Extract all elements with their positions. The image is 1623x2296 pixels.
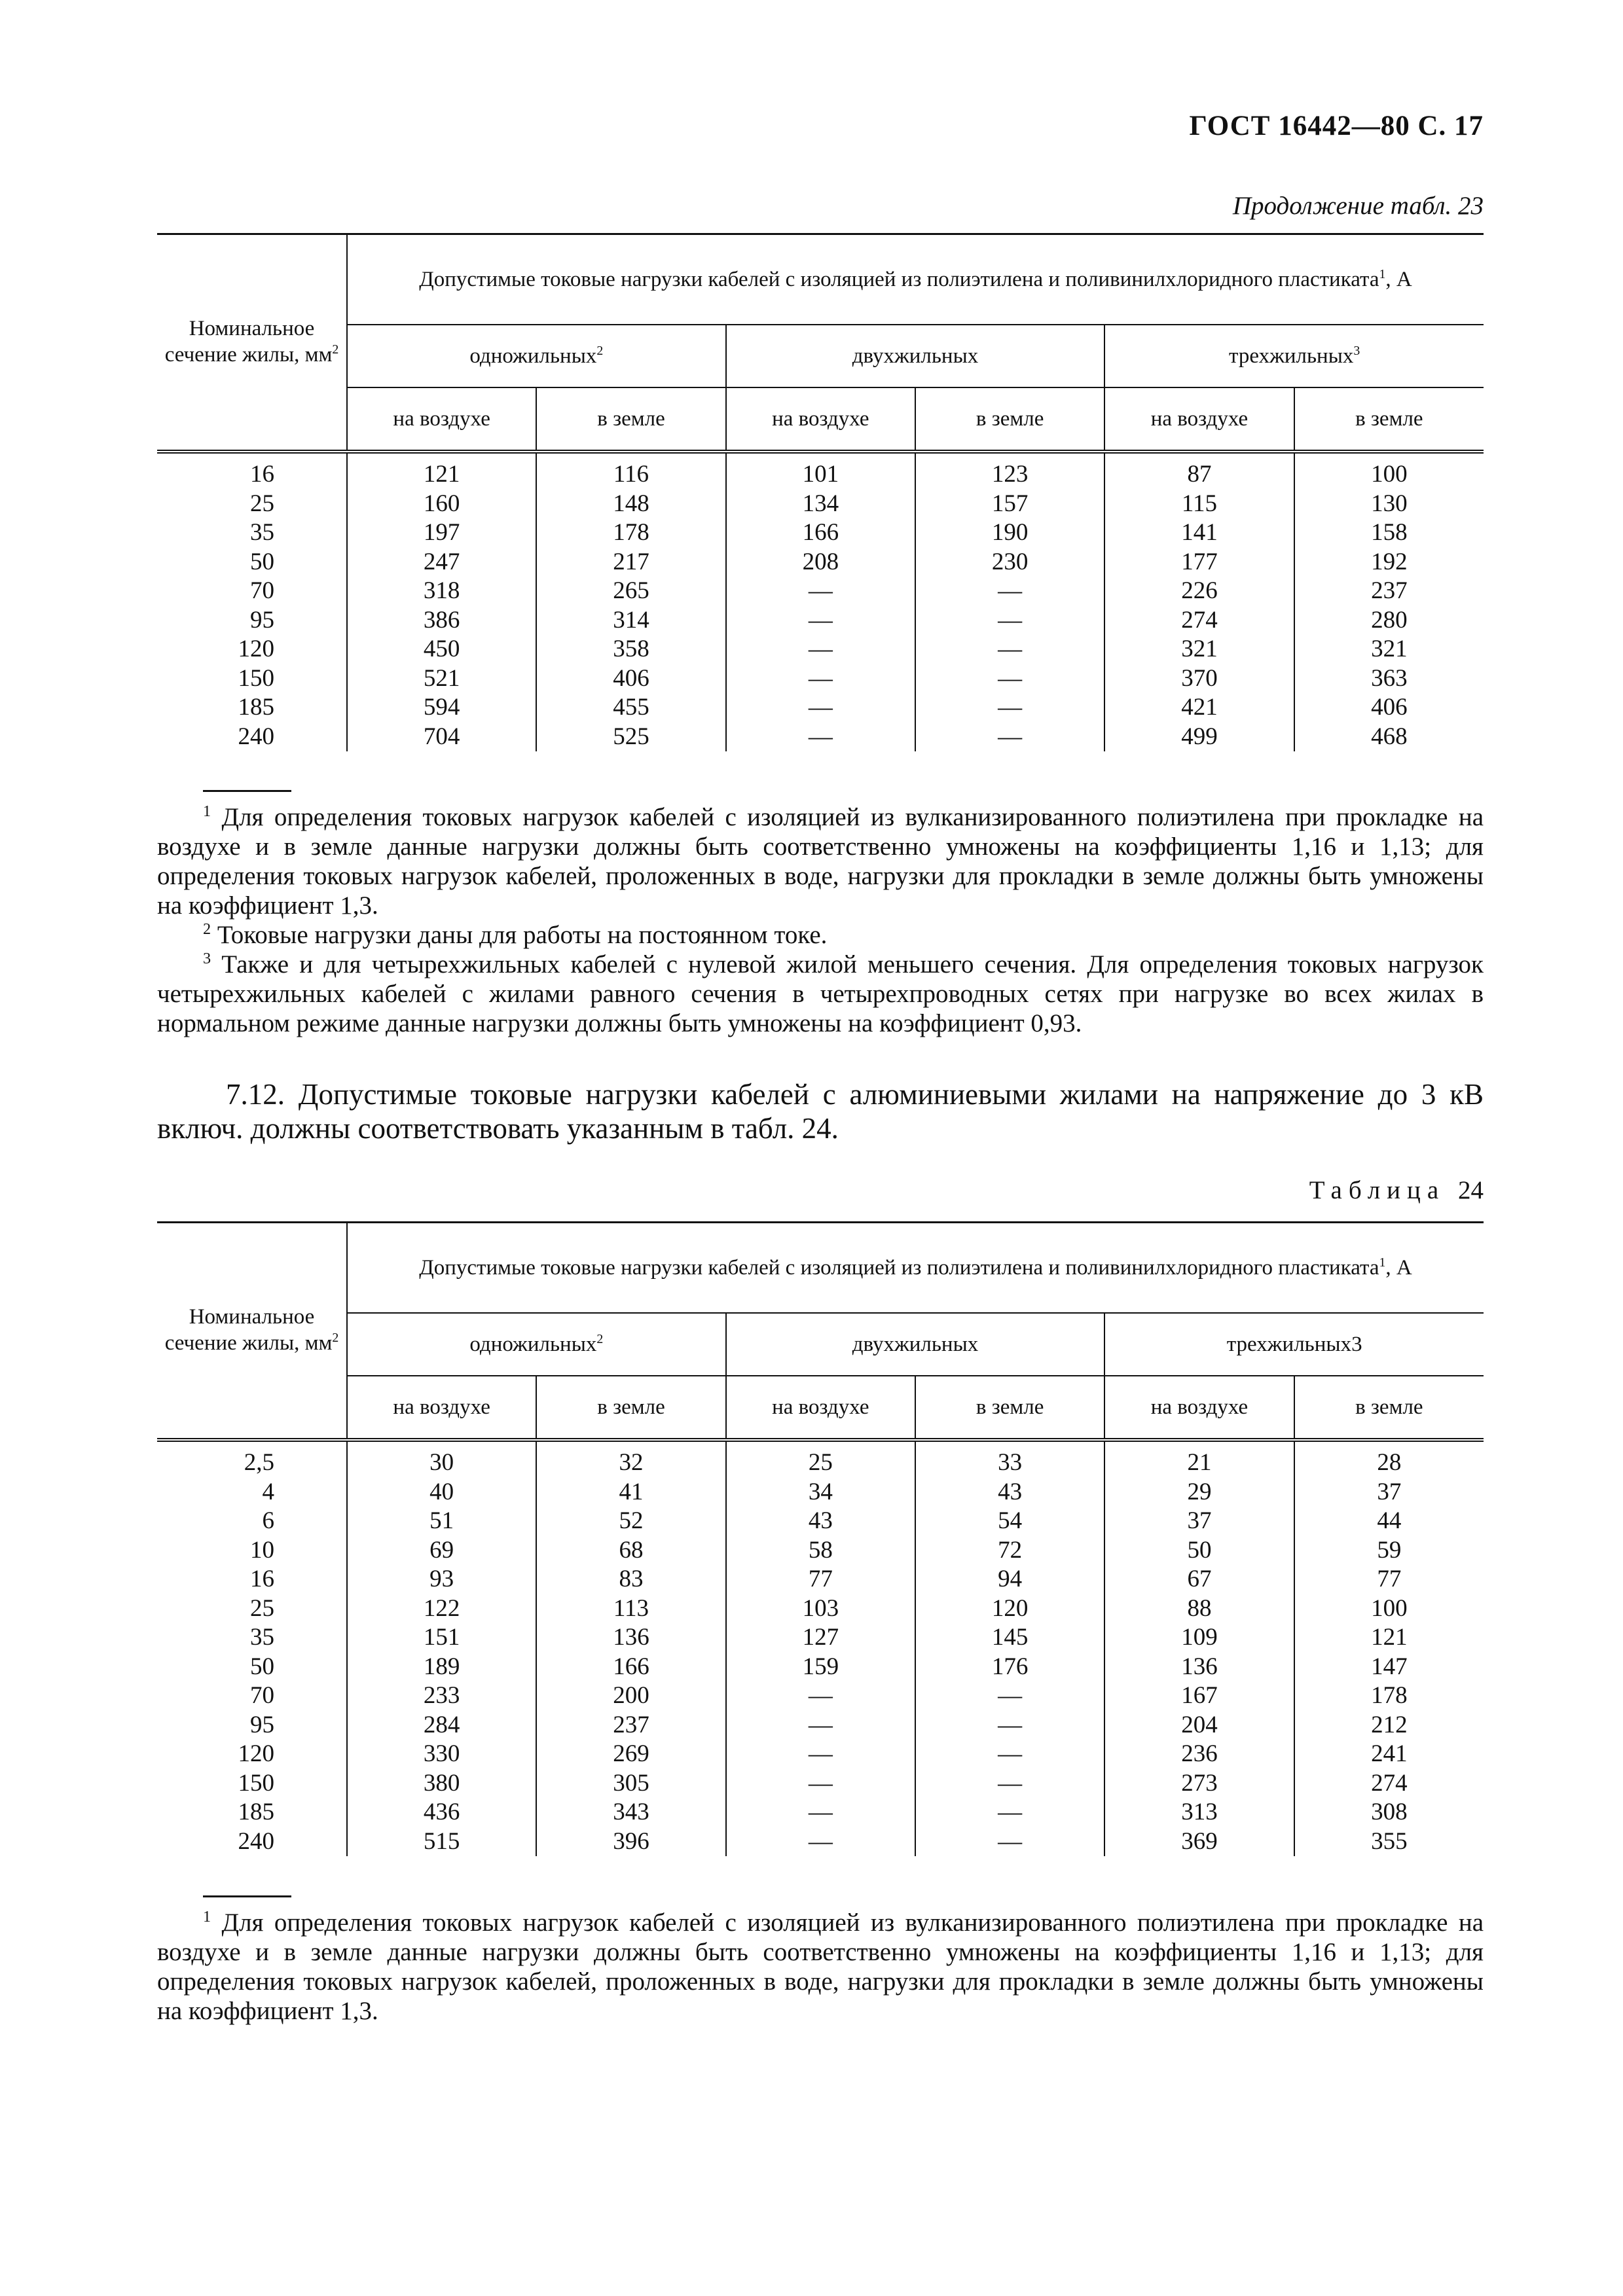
load-cell: 237: [1294, 577, 1484, 606]
load-cell: 148: [536, 490, 725, 519]
section-cell: 120: [238, 636, 274, 662]
load-cell: 280: [1294, 606, 1484, 636]
table-row: [157, 1623, 1484, 1653]
load-cell: 94: [915, 1565, 1104, 1594]
load-cell: 200: [536, 1681, 725, 1711]
load-cell: 58: [726, 1536, 915, 1566]
load-cell: 176: [915, 1653, 1104, 1682]
load-cell: 33: [915, 1440, 1104, 1478]
table-row: [157, 664, 1484, 694]
load-cell: 321: [1104, 635, 1294, 664]
section-cell: 2,5: [244, 1449, 274, 1476]
section-cell: 120: [238, 1740, 274, 1767]
load-cell: 113: [536, 1594, 725, 1624]
load-cell: 274: [1294, 1769, 1484, 1799]
load-cell: 455: [536, 693, 725, 723]
load-cell: —: [726, 635, 915, 664]
load-cell: 305: [536, 1769, 725, 1799]
three-core-header: трехжильных$^3$: [1104, 325, 1484, 387]
table-row: [157, 1711, 1484, 1740]
load-cell: 318: [347, 577, 536, 606]
footnote-rule: [203, 790, 291, 792]
table-row: [157, 548, 1484, 577]
load-cell: —: [915, 664, 1104, 694]
load-cell: 269: [536, 1740, 725, 1769]
section-cell: 35: [250, 1624, 274, 1651]
load-cell: 54: [915, 1507, 1104, 1536]
table-row: [157, 1798, 1484, 1827]
load-cell: —: [915, 606, 1104, 636]
load-cell: 178: [536, 518, 725, 548]
load-cell: 265: [536, 577, 725, 606]
table-row: [157, 1740, 1484, 1769]
section-cell: 70: [250, 577, 274, 604]
load-cell: 406: [536, 664, 725, 694]
load-cell: 88: [1104, 1594, 1294, 1624]
load-cell: 358: [536, 635, 725, 664]
load-cell: —: [726, 664, 915, 694]
load-cell: 100: [1294, 1594, 1484, 1624]
load-cell: 37: [1104, 1507, 1294, 1536]
single-core-header: одножильных$^2$: [347, 1313, 726, 1376]
load-cell: 115: [1104, 490, 1294, 519]
section-cell: 95: [250, 606, 274, 634]
load-cell: —: [915, 693, 1104, 723]
load-cell: —: [726, 606, 915, 636]
load-cell: 77: [726, 1565, 915, 1594]
load-cell: 177: [1104, 548, 1294, 577]
load-cell: 83: [536, 1565, 725, 1594]
load-cell: 515: [347, 1827, 536, 1857]
table-row: [157, 693, 1484, 723]
table-row: [157, 635, 1484, 664]
load-cell: 369: [1104, 1827, 1294, 1857]
section-cell: 25: [250, 1594, 274, 1622]
load-cell: 450: [347, 635, 536, 664]
load-cell: 147: [1294, 1653, 1484, 1682]
load-cell: 343: [536, 1798, 725, 1827]
load-cell: 166: [536, 1653, 725, 1682]
section-cell: 185: [238, 694, 274, 721]
load-cell: 109: [1104, 1623, 1294, 1653]
load-cell: 594: [347, 693, 536, 723]
load-cell: 204: [1104, 1711, 1294, 1740]
in-ground-header: в земле: [536, 1376, 725, 1440]
load-cell: 499: [1104, 723, 1294, 752]
section-cell: 25: [250, 490, 274, 517]
load-cell: 330: [347, 1740, 536, 1769]
load-cell: 157: [915, 490, 1104, 519]
load-cell: 120: [915, 1594, 1104, 1624]
footnote-1: $^1$ Для определения токовых нагрузок кабелей с изоляцией из вулканизированного полиэтилена при прокладке на воздухе и в земле данные нагрузки должны быть соответственно умножены на коэффициенты 1,16 и 1,13; для определения токовых нагрузок кабелей, проложенных в воде, нагрузки для прокладки в земле должны быть умножены на коэффициент 1,3.: [157, 802, 1484, 920]
load-cell: 192: [1294, 548, 1484, 577]
load-cell: 178: [1294, 1681, 1484, 1711]
section-cell: 150: [238, 1769, 274, 1797]
table-continuation-label: Продолжение табл. 23: [1232, 192, 1484, 220]
load-cell: 127: [726, 1623, 915, 1653]
in-ground-header: в земле: [915, 1376, 1104, 1440]
table-row: [157, 490, 1484, 519]
load-cell: 141: [1104, 518, 1294, 548]
load-cell: 134: [726, 490, 915, 519]
load-cell: 247: [347, 548, 536, 577]
load-cell: 308: [1294, 1798, 1484, 1827]
load-cell: 122: [347, 1594, 536, 1624]
table-row: [157, 606, 1484, 636]
in-ground-header: в земле: [536, 387, 725, 452]
in-air-header: на воздухе: [726, 1376, 915, 1440]
section-cell: 70: [250, 1682, 274, 1709]
load-cell: —: [915, 1740, 1104, 1769]
load-cell: 274: [1104, 606, 1294, 636]
load-cell: 29: [1104, 1478, 1294, 1507]
load-cell: 136: [536, 1623, 725, 1653]
current-load-table: [157, 233, 1484, 751]
load-cell: 41: [536, 1478, 725, 1507]
load-cell: 158: [1294, 518, 1484, 548]
load-cell: —: [915, 1827, 1104, 1857]
load-cell: —: [915, 1711, 1104, 1740]
load-cell: 396: [536, 1827, 725, 1857]
in-air-header: на воздухе: [726, 387, 915, 452]
table-24: [157, 1221, 1484, 1856]
section-cell: 16: [250, 1566, 274, 1592]
load-cell: —: [726, 1798, 915, 1827]
load-cell: 167: [1104, 1681, 1294, 1711]
section-cell: 185: [238, 1799, 274, 1825]
footnotes-table-24: [157, 1908, 1484, 2026]
load-cell: —: [726, 577, 915, 606]
footnote-3: $^3$ Также и для четырехжильных кабелей с нулевой жилой меньшего сечения. Для определения токовых нагрузок четырехжильных кабелей с жилами равного сечения в четырехпроводных сетях при нагрузке во всех жилах в нормальном режиме данные нагрузки должны быть умножены на коэффициент 0,93.: [157, 950, 1484, 1037]
current-load-table: [157, 1221, 1484, 1856]
load-cell: 93: [347, 1565, 536, 1594]
group-header: Допустимые токовые нагрузки кабелей с изоляцией из полиэтилена и поливинилхлоридного пластиката$^1$, А: [347, 234, 1484, 325]
load-cell: 241: [1294, 1740, 1484, 1769]
load-cell: 189: [347, 1653, 536, 1682]
load-cell: 32: [536, 1440, 725, 1478]
load-cell: —: [726, 1711, 915, 1740]
section-cell: 10: [250, 1536, 274, 1564]
load-cell: 69: [347, 1536, 536, 1566]
load-cell: 421: [1104, 693, 1294, 723]
footnotes-table-23: [157, 802, 1484, 1038]
group-header: Допустимые токовые нагрузки кабелей с изоляцией из полиэтилена и поливинилхлоридного пластиката$^1$, А: [347, 1223, 1484, 1314]
load-cell: —: [915, 1798, 1104, 1827]
load-cell: 59: [1294, 1536, 1484, 1566]
page-header: ГОСТ 16442—80 С. 17: [1189, 111, 1484, 141]
table-row: [157, 723, 1484, 752]
two-core-header: двухжильных: [726, 325, 1105, 387]
load-cell: 233: [347, 1681, 536, 1711]
load-cell: 468: [1294, 723, 1484, 752]
load-cell: 237: [536, 1711, 725, 1740]
section-cell: 50: [250, 548, 274, 575]
load-cell: 37: [1294, 1478, 1484, 1507]
load-cell: —: [915, 723, 1104, 752]
table-row: [157, 1565, 1484, 1594]
section-cell: 95: [250, 1711, 274, 1738]
table-row: [157, 1507, 1484, 1536]
load-cell: 25: [726, 1440, 915, 1478]
load-cell: 72: [915, 1536, 1104, 1566]
table-row: [157, 1594, 1484, 1624]
load-cell: 101: [726, 452, 915, 490]
load-cell: 121: [1294, 1623, 1484, 1653]
load-cell: 217: [536, 548, 725, 577]
load-cell: —: [726, 1827, 915, 1857]
in-ground-header: в земле: [1294, 1376, 1484, 1440]
load-cell: 30: [347, 1440, 536, 1478]
load-cell: 212: [1294, 1711, 1484, 1740]
load-cell: 136: [1104, 1653, 1294, 1682]
in-air-header: на воздухе: [347, 387, 536, 452]
load-cell: 160: [347, 490, 536, 519]
load-cell: 236: [1104, 1740, 1294, 1769]
load-cell: 21: [1104, 1440, 1294, 1478]
load-cell: 116: [536, 452, 725, 490]
load-cell: 208: [726, 548, 915, 577]
three-core-header: трехжильных3: [1104, 1313, 1484, 1376]
two-core-header: двухжильных: [726, 1313, 1105, 1376]
load-cell: 121: [347, 452, 536, 490]
in-ground-header: в земле: [915, 387, 1104, 452]
load-cell: 284: [347, 1711, 536, 1740]
load-cell: 43: [915, 1478, 1104, 1507]
load-cell: 103: [726, 1594, 915, 1624]
load-cell: 51: [347, 1507, 536, 1536]
load-cell: 44: [1294, 1507, 1484, 1536]
section-cell: 50: [250, 1653, 274, 1680]
table-row: [157, 1681, 1484, 1711]
section-cell: 240: [238, 723, 274, 750]
load-cell: —: [915, 1769, 1104, 1799]
section-cell: 240: [238, 1827, 274, 1855]
table-row: [157, 452, 1484, 490]
table-row: [157, 1440, 1484, 1478]
load-cell: 40: [347, 1478, 536, 1507]
table-row: [157, 1478, 1484, 1507]
section-cell: 4: [262, 1478, 274, 1505]
load-cell: —: [726, 1769, 915, 1799]
in-air-header: на воздухе: [1104, 1376, 1294, 1440]
load-cell: 151: [347, 1623, 536, 1653]
load-cell: 87: [1104, 452, 1294, 490]
load-cell: 386: [347, 606, 536, 636]
load-cell: 28: [1294, 1440, 1484, 1478]
table-row: [157, 1536, 1484, 1566]
load-cell: 230: [915, 548, 1104, 577]
load-cell: 197: [347, 518, 536, 548]
load-cell: 226: [1104, 577, 1294, 606]
load-cell: 273: [1104, 1769, 1294, 1799]
single-core-header: одножильных$^2$: [347, 325, 726, 387]
load-cell: 313: [1104, 1798, 1294, 1827]
in-air-header: на воздухе: [347, 1376, 536, 1440]
footnote-1: $^1$ Для определения токовых нагрузок кабелей с изоляцией из вулканизированного полиэтилена при прокладке на воздухе и в земле данные нагрузки должны быть соответственно умножены на коэффициенты 1,16 и 1,13; для определения токовых нагрузок кабелей, проложенных в воде, нагрузки для прокладки в земле должны быть умножены на коэффициент 1,3.: [157, 1908, 1484, 2025]
load-cell: —: [726, 1681, 915, 1711]
section-cell: 16: [250, 461, 274, 488]
table-row: [157, 1769, 1484, 1799]
section-cell: 35: [250, 519, 274, 546]
load-cell: 100: [1294, 452, 1484, 490]
load-cell: 50: [1104, 1536, 1294, 1566]
load-cell: —: [915, 635, 1104, 664]
load-cell: 52: [536, 1507, 725, 1536]
load-cell: 370: [1104, 664, 1294, 694]
load-cell: 314: [536, 606, 725, 636]
load-cell: 123: [915, 452, 1104, 490]
load-cell: 43: [726, 1507, 915, 1536]
load-cell: 190: [915, 518, 1104, 548]
load-cell: 67: [1104, 1565, 1294, 1594]
in-ground-header: в земле: [1294, 387, 1484, 452]
load-cell: 363: [1294, 664, 1484, 694]
load-cell: 130: [1294, 490, 1484, 519]
section-text: 7.12. Допустимые токовые нагрузки кабелей с алюминиевыми жилами на напряжение до 3 кВ включ. должны соответствовать указанным в табл. 24.: [157, 1078, 1484, 1145]
table-row: [157, 518, 1484, 548]
section-cell: 6: [262, 1507, 274, 1534]
table-23-continued: [157, 233, 1484, 751]
load-cell: 355: [1294, 1827, 1484, 1857]
load-cell: 77: [1294, 1565, 1484, 1594]
footnote-2: $^2$ Токовые нагрузки даны для работы на постоянном токе.: [203, 920, 828, 949]
table-row: [157, 1653, 1484, 1682]
load-cell: 406: [1294, 693, 1484, 723]
in-air-header: на воздухе: [1104, 387, 1294, 452]
load-cell: —: [726, 723, 915, 752]
load-cell: 521: [347, 664, 536, 694]
footnote-rule: [203, 1895, 291, 1897]
section-cell: 150: [238, 664, 274, 692]
load-cell: 525: [536, 723, 725, 752]
load-cell: 68: [536, 1536, 725, 1566]
load-cell: 145: [915, 1623, 1104, 1653]
table-24-caption: Таблица 24: [1309, 1176, 1484, 1204]
table-row: [157, 1827, 1484, 1857]
load-cell: 159: [726, 1653, 915, 1682]
load-cell: —: [726, 693, 915, 723]
load-cell: 436: [347, 1798, 536, 1827]
load-cell: 166: [726, 518, 915, 548]
load-cell: —: [726, 1740, 915, 1769]
table-row: [157, 577, 1484, 606]
nominal-section-header: Номинальное сечение жилы, $мм^2$: [157, 234, 347, 452]
load-cell: 321: [1294, 635, 1484, 664]
load-cell: 380: [347, 1769, 536, 1799]
section-7-12: [157, 1077, 1484, 1145]
load-cell: 34: [726, 1478, 915, 1507]
load-cell: —: [915, 1681, 1104, 1711]
load-cell: —: [915, 577, 1104, 606]
nominal-section-header: Номинальное сечение жилы, $мм^2$: [157, 1223, 347, 1441]
load-cell: 704: [347, 723, 536, 752]
